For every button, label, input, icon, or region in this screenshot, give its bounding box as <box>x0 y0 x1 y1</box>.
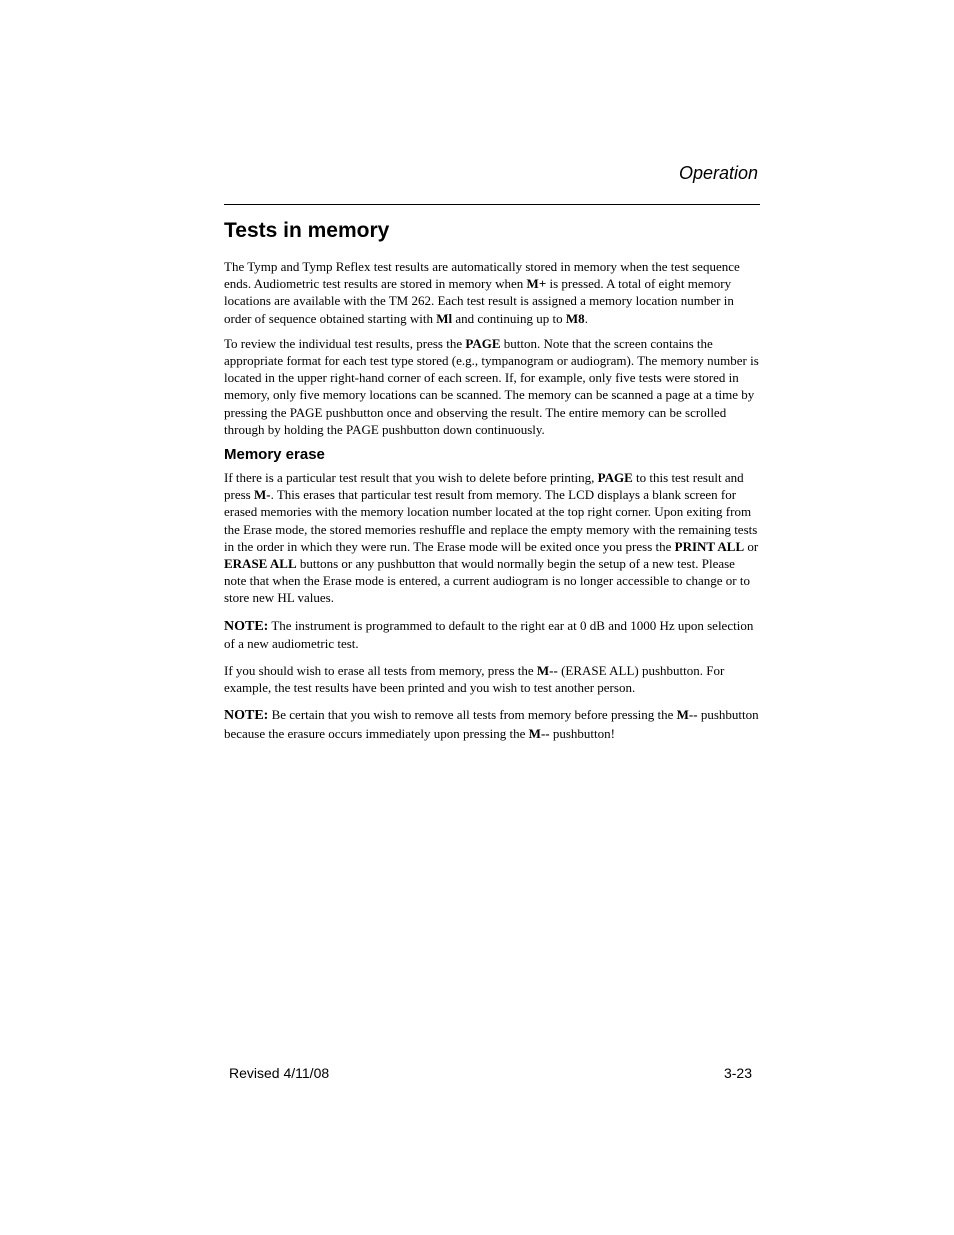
header-rule <box>224 204 760 205</box>
bold-term: M-- <box>536 663 558 679</box>
text-run: . This erases that particular test result from memory. The LCD displays a blank screen for erased memories with the memory location number located at the top right corner. Upon exiting from the Erase mode, the stored memories reshuffle and replace the empty memory with the remaining tests in the order in which they were run. The Erase mode will be exited once you press the <box>224 487 758 554</box>
text-run: The instrument is programmed to default to the right ear at 0 dB and 1000 Hz upon selection of a new audiometric test. <box>224 617 754 651</box>
text-run: If you should wish to erase all tests from memory, press the <box>224 663 537 679</box>
text-run: To review the individual test results, press the <box>224 335 466 351</box>
paragraph-tests-stored <box>224 258 760 327</box>
bold-term: M- <box>253 487 271 503</box>
note-erase-warning <box>224 706 760 741</box>
text-run: pushbutton because the erasure occurs immediately upon pressing the <box>224 707 759 741</box>
page-body <box>224 216 760 742</box>
bold-term: M+ <box>526 276 547 292</box>
footer-page-number: 3-23 <box>723 1065 752 1081</box>
text-run: to this test result and press <box>224 470 744 503</box>
text-run: or <box>744 538 759 554</box>
subsection-title: Memory erase <box>224 446 325 464</box>
footer-revision: Revised 4/11/08 <box>229 1065 330 1081</box>
note-label: NOTE: <box>224 708 269 724</box>
text-run: button. Note that the screen contains the appropriate format for each test type stored (e.g., tympanogram or audiogram). The memory number is located in the upper right-hand corner of each screen. If, for example, only five tests were stored in memory, only five memory locations can be scanned. The memory can be scanned a page at a time by pressing the PAGE pushbutton once and observing the result. The entire memory can be scrolled through by holding the PAGE pushbutton down continuously. <box>224 335 759 437</box>
note-default-ear <box>224 617 760 652</box>
section-title: Tests in memory <box>224 219 390 242</box>
text-run: is pressed. A total of eight memory locations are available with the TM 262. Each test result is assigned a memory location number in order of sequence obtained starting with <box>224 276 734 326</box>
text-run: If there is a particular test result that you wish to delete before printing, <box>224 470 598 486</box>
bold-term: PAGE <box>597 470 633 486</box>
text-run: and continuing up to <box>452 310 566 326</box>
text-run: Be certain that you wish to remove all tests from memory before pressing the <box>268 707 677 723</box>
bold-term: M-- <box>676 707 698 723</box>
paragraph-review-results <box>224 335 760 438</box>
text-run: . <box>584 310 588 326</box>
bold-term: PRINT ALL <box>674 538 745 554</box>
bold-term: ERASE ALL <box>224 556 297 572</box>
paragraph-erase-all <box>224 662 760 696</box>
text-run: The Tymp and Tymp Reflex test results are automatically stored in memory when the test sequence ends. Audiometric test results are stored in memory when <box>224 259 740 292</box>
bold-term: Ml <box>436 310 453 326</box>
bold-term: M8 <box>565 310 585 326</box>
text-run: pushbutton! <box>549 725 615 741</box>
note-label: NOTE: <box>224 618 269 634</box>
running-header-title: Operation <box>678 163 758 183</box>
text-run: (ERASE ALL) pushbutton. For example, the test results have been printed and you wish to test another person. <box>224 663 725 696</box>
text-run: buttons or any pushbutton that would normally begin the setup of a new test. Please note that when the Erase mode is entered, a current audiogram is no longer accessible to change or to store new HL values. <box>224 556 750 606</box>
bold-term: M-- <box>528 725 550 741</box>
bold-term: PAGE <box>465 335 501 351</box>
paragraph-memory-erase <box>224 469 760 607</box>
